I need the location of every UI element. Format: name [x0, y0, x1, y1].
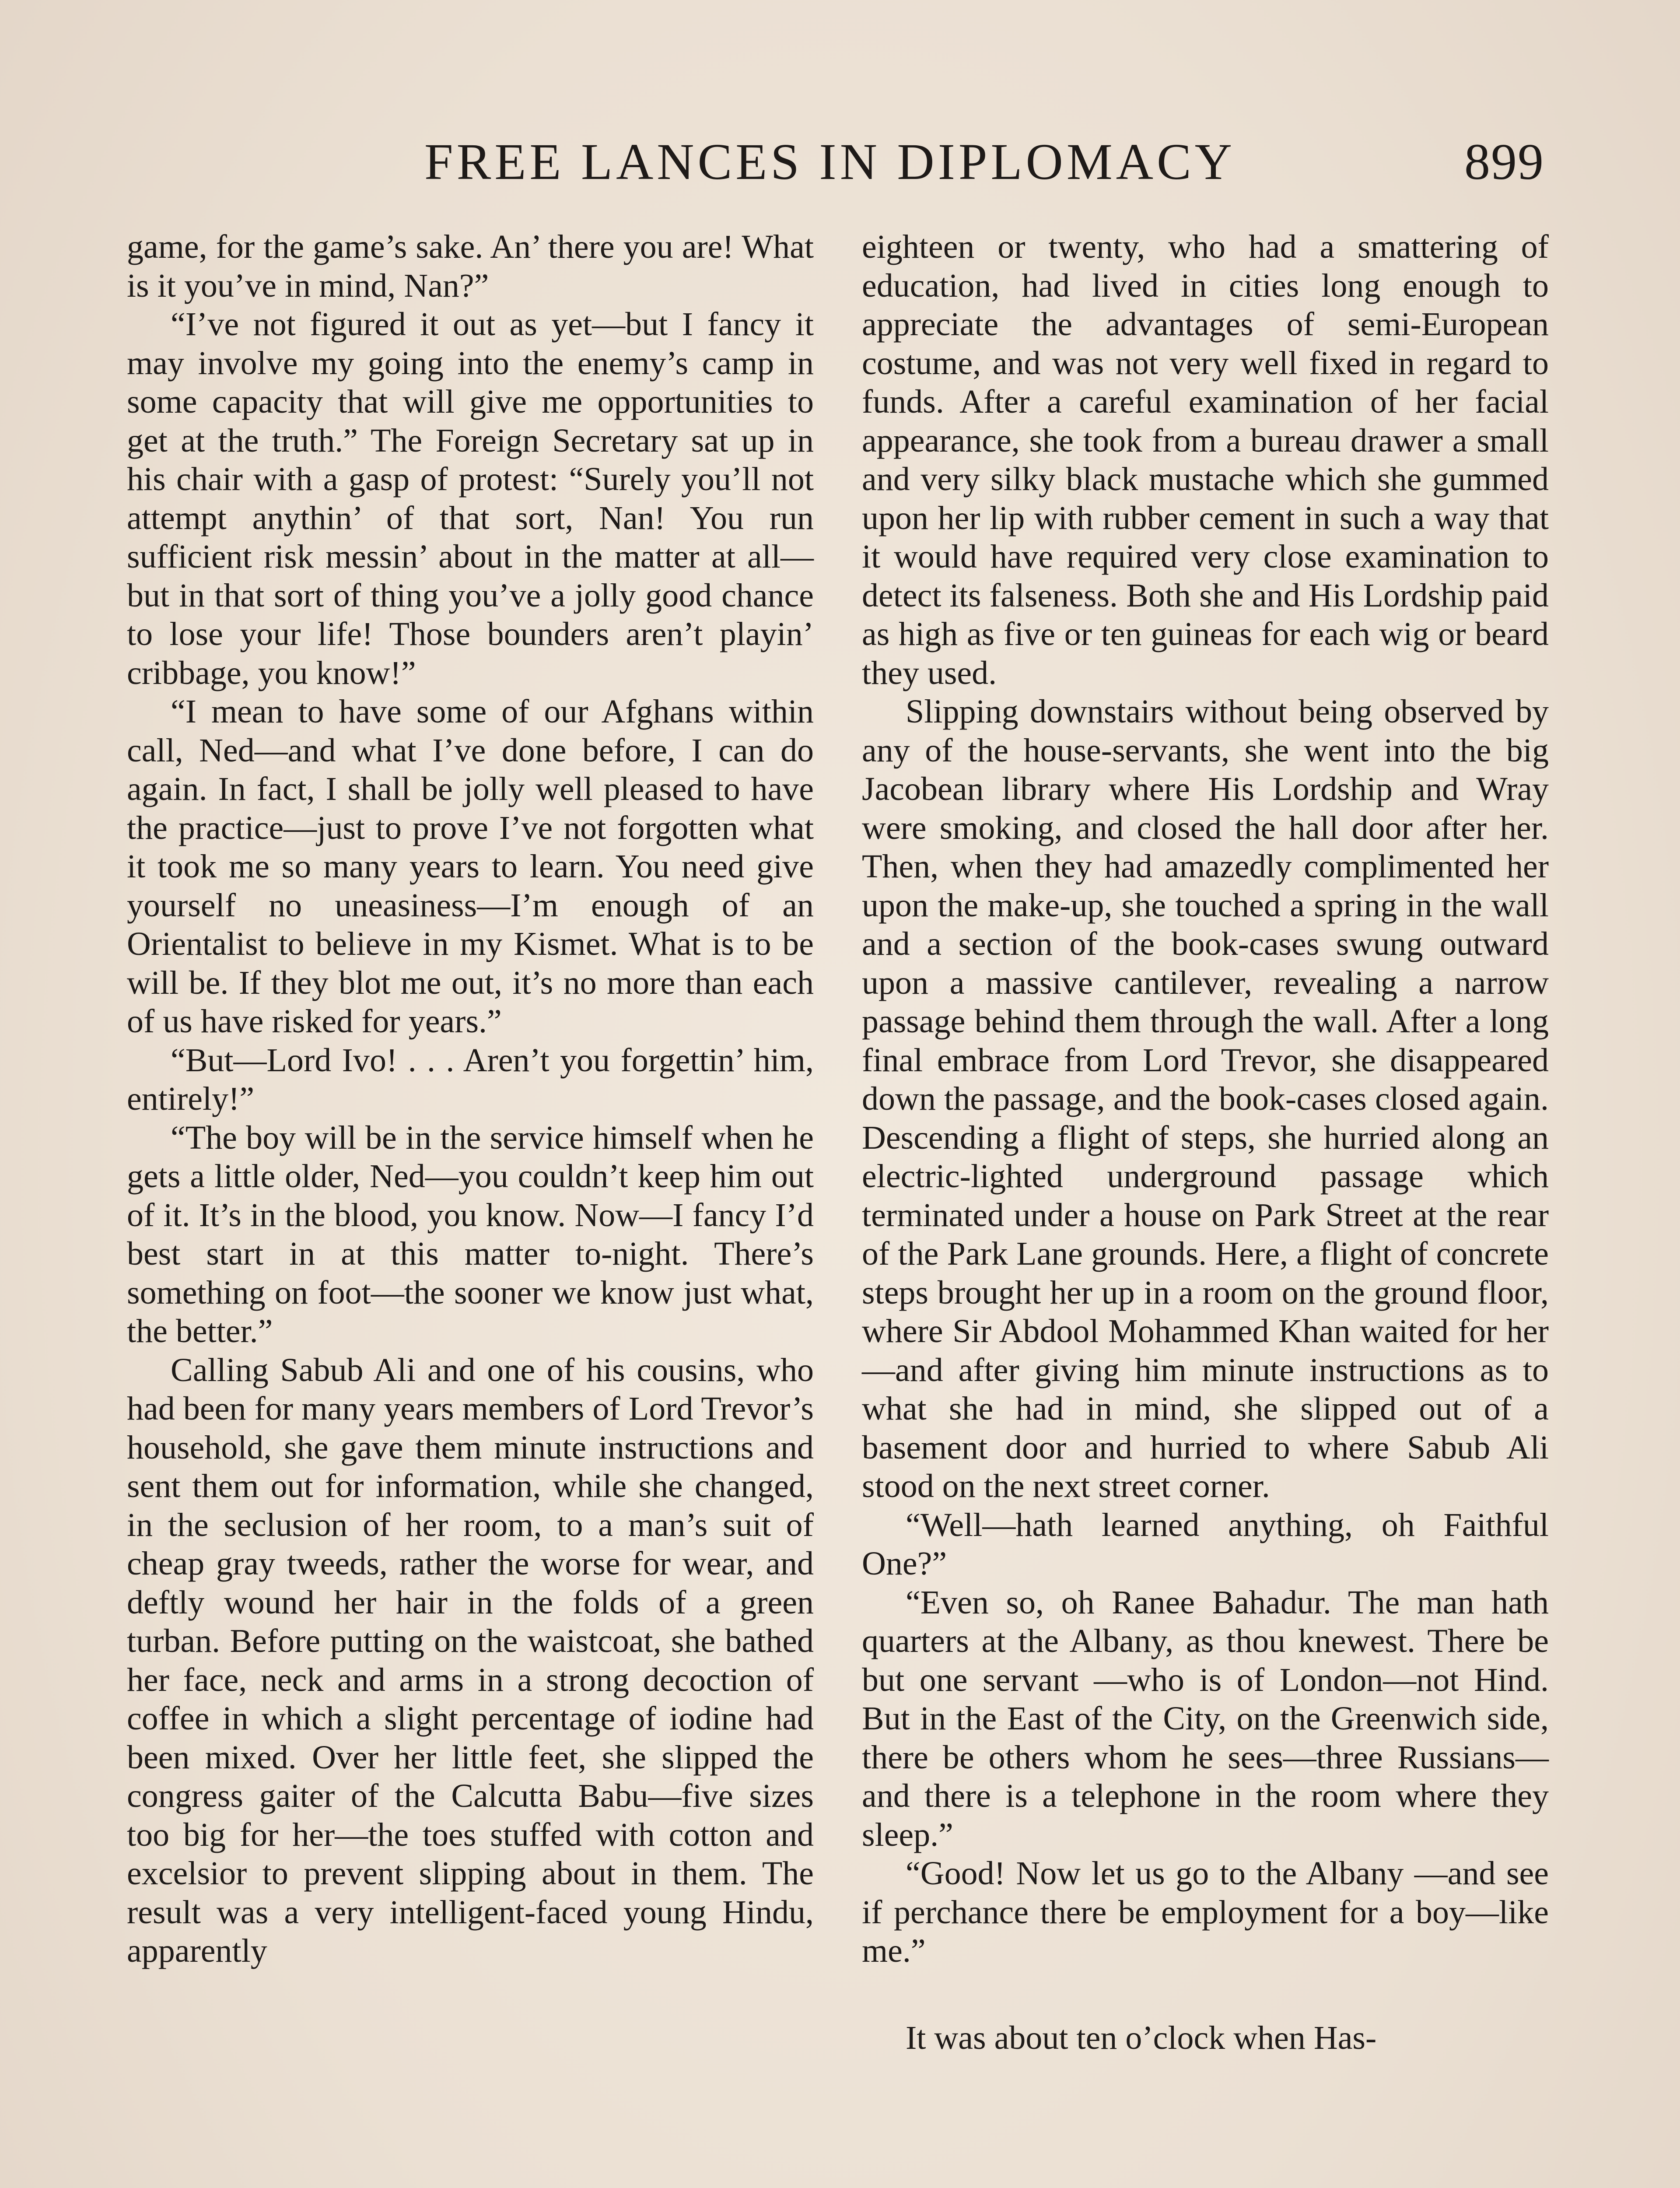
- paragraph: “I mean to have some of our Afghans within call, Ned—and what I’ve done before, I can do again. In fact, I shall be jolly well pleased to have the practice—just to prove I’ve not forgotten what it took me so many years to learn. You need give yourself no uneasiness—I’m enough of an Orientalist to believe in my Kismet. What is to be will be. If they blot me out, it’s no more than each of us have risked for years.”: [127, 693, 814, 1040]
- right-text-column: [862, 228, 1549, 2057]
- paragraph: It was about ten o’clock when Has-: [906, 2019, 1377, 2056]
- paragraph: “I’ve not figured it out as yet—but I fancy it may involve my going into the enemy’s camp in some capacity that will give me opportunities to get at the truth.” The Foreign Secretary sat up in his chair with a gasp of protest: “Surely you’ll not attempt anythin’ of that sort, Nan! You run sufficient risk messin’ about in the matter at all—but in that sort of thing you’ve a jolly good chance to lose your life! Those bounders aren’t playin’ cribbage, you know!”: [127, 306, 814, 691]
- left-text-column: [127, 228, 814, 1971]
- page-number: 899: [1464, 133, 1544, 190]
- paragraph: “Well—hath learned anything, oh Faithful One?”: [862, 1506, 1549, 1582]
- paragraph: game, for the game’s sake. An’ there you are! What is it you’ve in mind, Nan?”: [127, 228, 814, 304]
- paragraph: eighteen or twenty, who had a smattering of education, had lived in cities long enough to appreciate the advantages of semi-European costume, and was not very well fixed in regard to funds. After a careful examination of her facial appearance, she took from a bureau drawer a small and very silky black mustache which she gummed upon her lip with rubber cement in such a way that it would have required very close examination to detect its falseness. Both she and His Lordship paid as high as five or ten guineas for each wig or beard they used.: [862, 228, 1549, 691]
- paragraph: Calling Sabub Ali and one of his cousins, who had been for many years members of Lord Trevor’s household, she gave them minute instructions and sent them out for information, while she changed, in the seclusion of her room, to a man’s suit of cheap gray tweeds, rather the worse for wear, and deftly wound her hair in the folds of a green turban. Before putting on the waistcoat, she bathed her face, neck and arms in a strong decoction of coffee in which a slight percentage of iodine had been mixed. Over her little feet, she slipped the congress gaiter of the Calcutta Babu—five sizes too big for her—the toes stuffed with cotton and excelsior to prevent slipping about in them. The result was a very intelligent-faced young Hindu, apparently: [127, 1351, 814, 1969]
- page-header: [127, 131, 1544, 193]
- paragraph: “The boy will be in the service himself when he gets a little older, Ned—you couldn’t keep him out of it. It’s in the blood, you know. Now—I fancy I’d best start in at this matter to-night. There’s something on foot—the sooner we know just what, the better.”: [127, 1119, 814, 1350]
- running-title: FREE LANCES IN DIPLOMACY: [424, 133, 1236, 190]
- paragraph: “Good! Now let us go to the Albany —and see if perchance there be employment for a boy—like me.”: [862, 1855, 1549, 1969]
- paragraph: “Even so, oh Ranee Bahadur. The man hath quarters at the Albany, as thou knewest. There be but one servant —who is of London—not Hind. But in the East of the City, on the Greenwich side, there be others whom he sees—three Russians—and there is a telephone in the room where they sleep.”: [862, 1584, 1549, 1853]
- paragraph: “But—Lord Ivo! . . . Aren’t you forgettin’ him, entirely!”: [127, 1041, 814, 1117]
- paragraph: Slipping downstairs without being observed by any of the house-servants, she went into the big Jacobean library where His Lordship and Wray were smoking, and closed the hall door after her. Then, when they had amazedly complimented her upon the make-up, she touched a spring in the wall and a section of the book-cases swung outward upon a massive cantilever, revealing a narrow passage behind them through the wall. After a long final embrace from Lord Trevor, she disappeared down the passage, and the book-cases closed again. Descending a flight of steps, she hurried along an electric-lighted underground passage which terminated under a house on Park Street at the rear of the Park Lane grounds. Here, a flight of concrete steps brought her up in a room on the ground floor, where Sir Abdool Mohammed Khan waited for her—and after giving him minute instructions as to what she had in mind, she slipped out of a basement door and hurried to where Sabub Ali stood on the next street corner.: [862, 693, 1549, 1504]
